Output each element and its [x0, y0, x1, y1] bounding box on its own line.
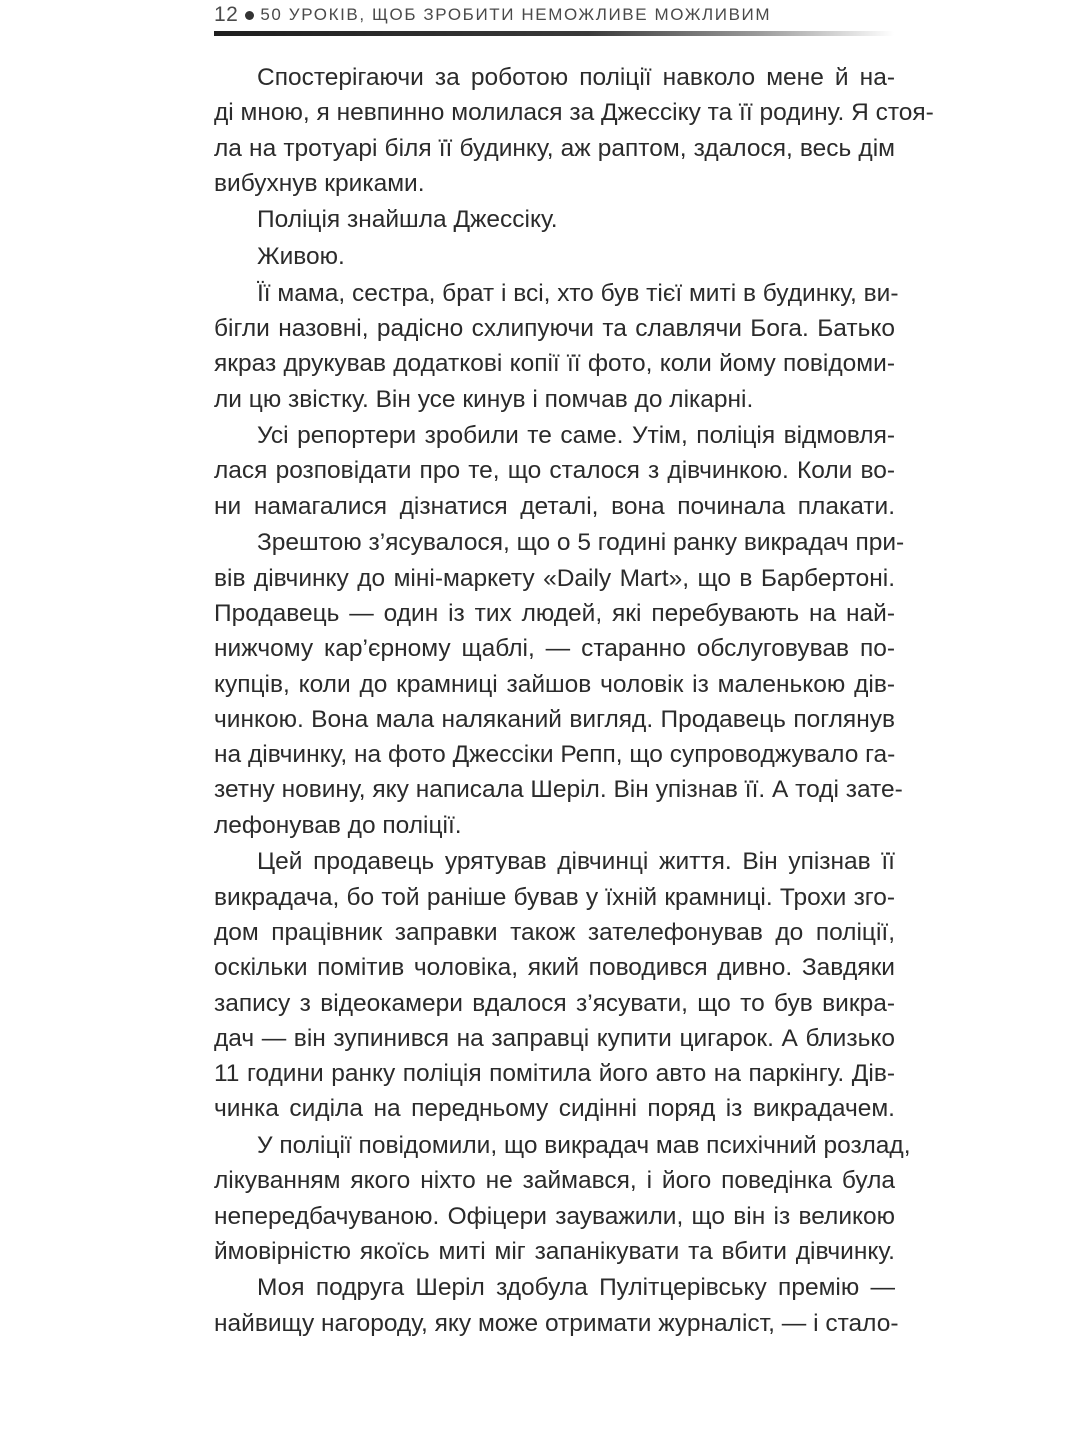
- text-line: нижчому кар’єрному щаблі, — старанно обслуговував по-: [214, 635, 895, 663]
- text-line: Живою.: [257, 243, 345, 271]
- text-line: чинка сиділа на передньому сидінні поряд із викрадачем.: [214, 1095, 895, 1123]
- text-line: найвищу нагороду, яку може отримати журналіст, — і стало-: [214, 1309, 899, 1337]
- text-line: ни намагалися дізнатися деталі, вона починала плакати.: [214, 492, 895, 520]
- text-line: ймовірністю якоїсь миті міг запанікувати та вбити дівчинку.: [214, 1237, 895, 1265]
- text-line: Цей продавець урятував дівчинці життя. Він упізнав її: [257, 848, 895, 876]
- text-line: вів дівчинку до міні-маркету «Daily Mart», що в Барбертоні.: [214, 564, 895, 592]
- text-line: Зрештою з’ясувалося, що о 5 годині ранку викрадач при-: [257, 529, 905, 557]
- text-line: чинкою. Вона мала наляканий вигляд. Продавець поглянув: [214, 705, 895, 733]
- text-line: Моя подруга Шеріл здобула Пулітцерівську премію —: [257, 1274, 895, 1302]
- text-line: Усі репортери зробили те саме. Утім, поліція відмовля-: [257, 422, 895, 450]
- running-header-title: 50 УРОКІВ, ЩОБ ЗРОБИТИ НЕМОЖЛИВЕ МОЖЛИВИМ: [260, 5, 772, 24]
- text-line: дом працівник заправки також зателефонував до поліції,: [214, 918, 895, 946]
- text-line: бігли назовні, радісно схлипуючи та славлячи Бога. Батько: [214, 314, 895, 342]
- text-line: Поліція знайшла Джессіку.: [257, 206, 558, 234]
- text-line: вибухнув криками.: [214, 169, 425, 197]
- text-line: на дівчинку, на фото Джессіки Репп, що супроводжувало га-: [214, 741, 896, 769]
- text-line: непередбачуваною. Офіцери зауважили, що він із великою: [214, 1202, 895, 1230]
- text-line: Продавець — один із тих людей, які перебувають на най-: [214, 599, 895, 627]
- text-line: лікуванням якого ніхто не займався, і його поведінка була: [214, 1167, 895, 1195]
- text-line: Її мама, сестра, брат і всі, хто був тієї миті в будинку, ви-: [257, 279, 899, 307]
- text-line: якраз друкував додаткові копії її фото, коли йому повідоми-: [214, 350, 895, 378]
- text-line: Спостерігаючи за роботою поліції навколо мене й на-: [257, 64, 895, 91]
- text-line: запису з відеокамери вдалося з’ясувати, що то був викра-: [214, 989, 895, 1017]
- text-line: ді мною, я невпинно молилася за Джессіку та її родину. Я стоя-: [214, 99, 934, 127]
- body-text: [214, 60, 934, 1341]
- bullet-separator-icon: [245, 11, 254, 20]
- text-line: оскільки помітив чоловіка, який поводився дивно. Завдяки: [214, 954, 895, 982]
- text-line: лефонував до поліції.: [214, 811, 462, 839]
- text-line: купців, коли до крамниці зайшов чоловік із маленькою дів-: [214, 670, 895, 698]
- text-line: 11 години ранку поліція помітила його авто на паркінгу. Дів-: [214, 1060, 895, 1088]
- text-line: ла на тротуарі біля її будинку, аж раптом, здалося, весь дім: [214, 134, 895, 162]
- text-line: У поліції повідомили, що викрадач мав психічний розлад,: [257, 1131, 911, 1159]
- header-rule: [214, 31, 894, 36]
- text-line: лася розповідати про те, що сталося з дівчинкою. Коли во-: [214, 457, 895, 485]
- text-line: дач — він зупинився на заправці купити цигарок. А близько: [214, 1024, 895, 1052]
- text-line: зетну новину, яку написала Шеріл. Він упізнав її. А тоді зате-: [214, 776, 903, 804]
- text-line: ли цю звістку. Він усе кинув і помчав до лікарні.: [214, 385, 754, 413]
- text-line: викрадача, бо той раніше бував у їхній крамниці. Трохи зго-: [214, 883, 895, 911]
- page-number: 12: [214, 3, 239, 26]
- running-header: [214, 2, 894, 28]
